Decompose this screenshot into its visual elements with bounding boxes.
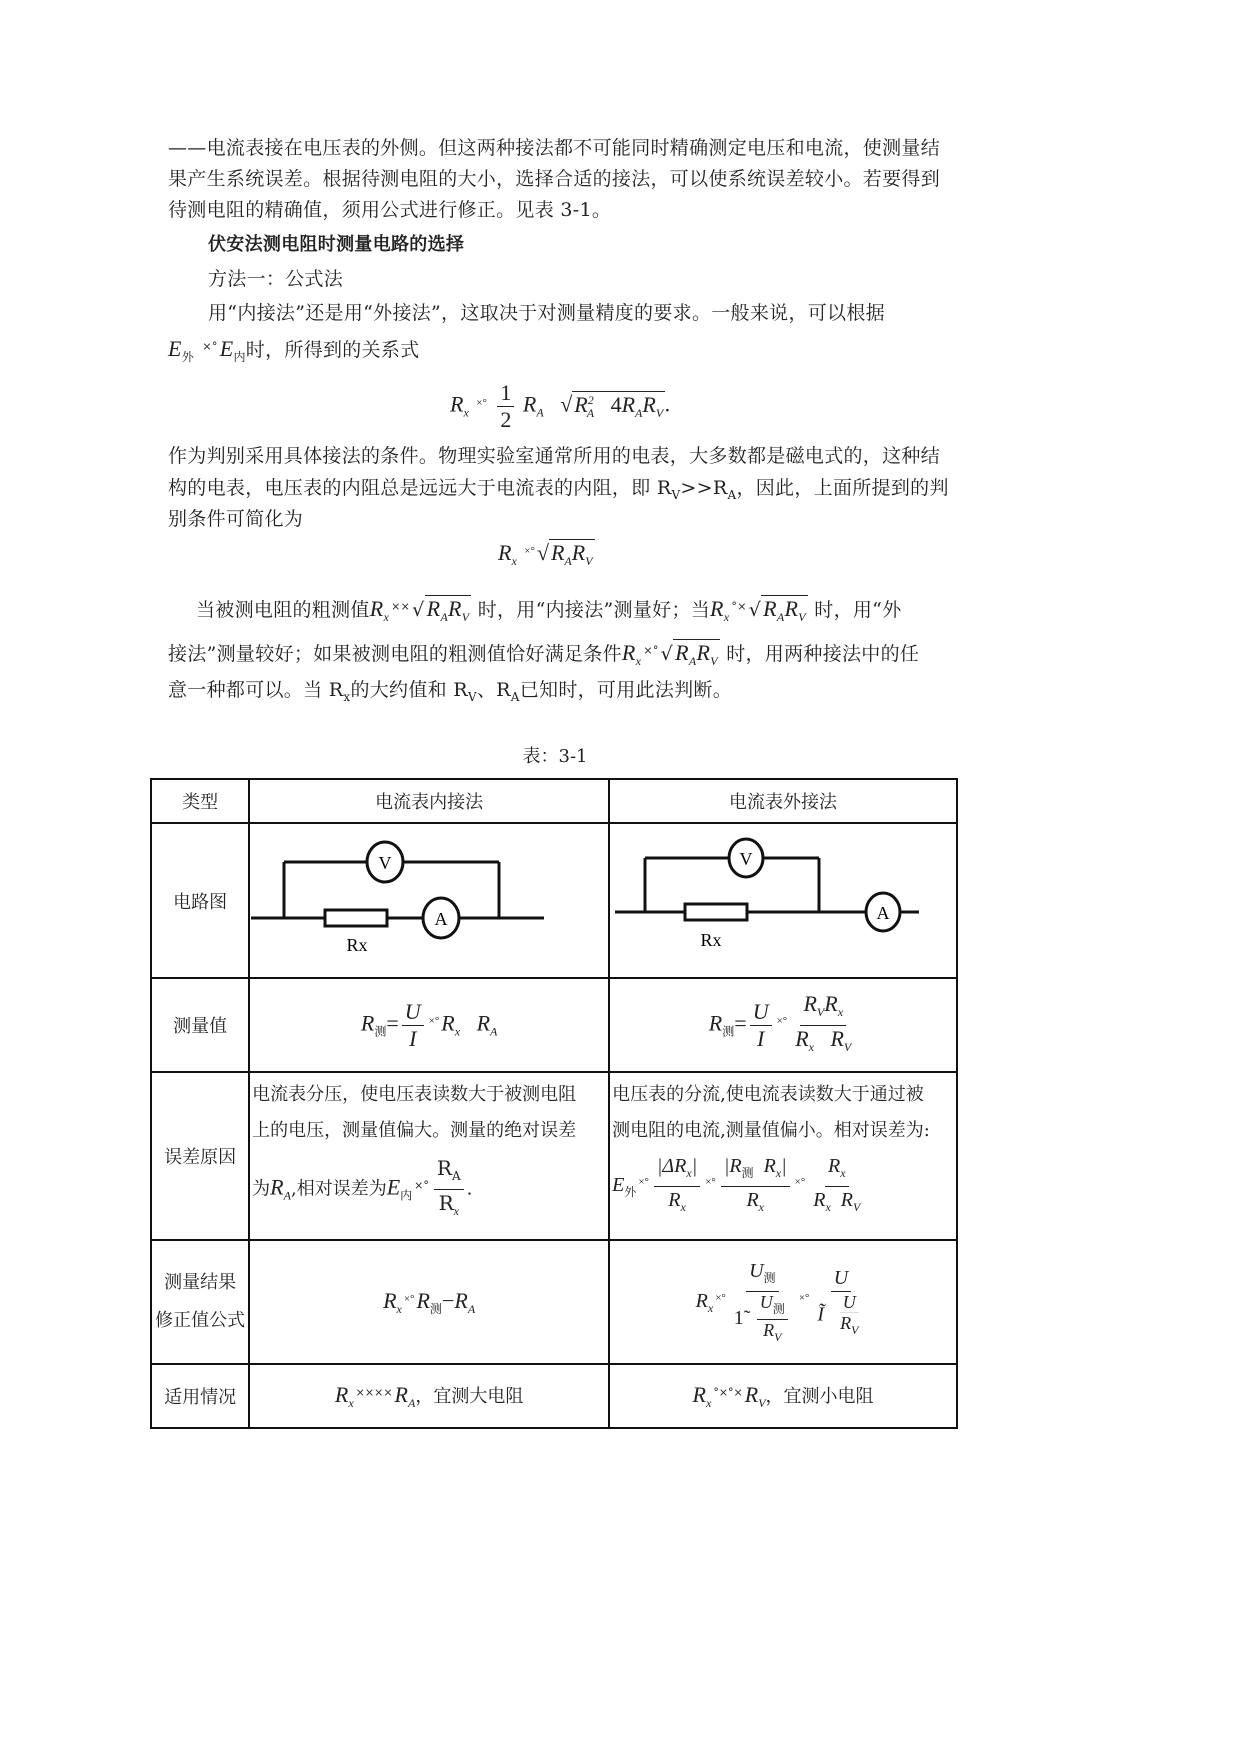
math-symbol: R [708, 1010, 723, 1036]
math-relation: °×°× [713, 1385, 743, 1399]
error-text-line: 电压表的分流,使电流表读数大于通过被 [612, 1084, 924, 1105]
math-symbol: R [840, 1189, 853, 1211]
paragraph-text: 已知时，可用此法判断。 [519, 679, 733, 701]
math-symbol: R [426, 596, 441, 621]
paragraph-line: 果产生系统误差。根据待测电阻的大小，选择合适的接法，可以使系统误差较小。若要得到 [168, 168, 941, 190]
math-sub: V [710, 654, 718, 668]
denominator [731, 1292, 794, 1347]
paragraph-text: 意一种都可以。当 R [168, 679, 344, 701]
math-symbol: R [454, 1287, 468, 1313]
formula-general: $R_x$ ×° $\frac{1}{2}$ $R_A$ $√R^2_A$ $4R_AR_V$. [450, 380, 671, 432]
math-relation: ×° [202, 340, 218, 353]
math-sub: V [671, 488, 681, 502]
math-sub: V [843, 1039, 852, 1054]
paragraph-line [168, 330, 943, 374]
numerator [831, 1265, 851, 1292]
math-sub: V [655, 405, 664, 420]
math-symbol: R [369, 596, 384, 621]
math-symbol: R [438, 1191, 454, 1215]
numerator: $|\Delta R_x|$ [654, 1153, 700, 1187]
numerator [434, 1155, 464, 1190]
math-relation: ×° [798, 1291, 810, 1304]
math-symbol: R [763, 596, 777, 621]
fraction-parallel [792, 991, 854, 1060]
math-symbol: E [168, 336, 182, 361]
numerator [840, 1292, 859, 1313]
math-relation: ×° [638, 1176, 649, 1189]
math-sub: A [440, 610, 448, 624]
math-sub: A [283, 1188, 291, 1203]
math-symbol: R [695, 1289, 708, 1312]
numerator [746, 1258, 778, 1292]
math-sub: 测 [429, 1301, 442, 1316]
math-sub: A [586, 405, 595, 420]
math-symbol: R [441, 1010, 455, 1036]
outer-applicable-cell [609, 1364, 957, 1428]
math-symbol: U [842, 1291, 856, 1312]
comparison-table [150, 778, 958, 1429]
math-sub: x [680, 1200, 686, 1214]
outer-correction-formula [609, 1240, 957, 1364]
math-symbol: R [436, 1156, 452, 1180]
math-relation: ×° [705, 1176, 716, 1189]
math-sub: A [451, 1169, 461, 1183]
math-symbol: U [749, 1259, 764, 1282]
math-sub: x [825, 1200, 831, 1214]
math-symbol: U [759, 1291, 773, 1312]
denominator [743, 1187, 767, 1220]
table-caption: 表：3-1 [522, 746, 588, 767]
denominator: I [756, 1025, 765, 1051]
math-relation: ×° [794, 1176, 806, 1189]
numerator: U [402, 999, 424, 1026]
math-relation: ×° [428, 1015, 440, 1028]
math-symbol: R [574, 391, 588, 417]
paragraph-line: 当被测电阻的粗测值$R_x^{\times\times}$ $√R_AR_V$ 时，用“内接法”测量好；当$R_x^{^\circ\times}$ $√R_AR_V$ 时，用“外 [196, 596, 902, 624]
math-symbol: 1̃ [733, 1306, 744, 1329]
paragraph-text: 接法”测量较好；如果被测电阻的粗测值恰好满足条件 [168, 643, 622, 665]
inner-circuit-diagram [251, 824, 607, 972]
math-symbol: ΔR [662, 1155, 687, 1177]
math-sub: x [453, 1204, 459, 1218]
math-sub: x [343, 690, 351, 704]
sqrt-expression [549, 539, 595, 568]
outer-error-cell [609, 1072, 957, 1240]
row-label-line: 修正值公式 [155, 1310, 246, 1331]
math-symbol: R [840, 1312, 852, 1333]
paragraph-line: 作为判别采用具体接法的条件。物理实验室通常所用的电表，大多数都是磁电式的，这种结 [168, 445, 941, 467]
math-sub: 测 [374, 1024, 387, 1039]
math-sub: 外 [181, 350, 195, 364]
paragraph-text: >>R [680, 477, 728, 499]
denominator: I [409, 1025, 417, 1051]
fraction-u-over-i [750, 999, 772, 1052]
method-label: 方法一：公式法 [208, 268, 344, 290]
math-symbol: R [642, 391, 656, 417]
math-sub: V [852, 1200, 861, 1214]
error-text-line: 测电阻的电流,测量值偏小。相对误差为: [612, 1120, 930, 1141]
math-symbol: R [824, 990, 838, 1016]
fraction-correction-2 [814, 1265, 867, 1340]
paragraph-text: 构的电表，电压表的内阻总是远远大于电流表的内阻，即 R [168, 477, 672, 499]
paragraph-line: 待测电阻的精确值，须用公式进行修正。见表 3-1。 [168, 199, 612, 221]
paragraph-text: 、R [476, 679, 511, 701]
math-sub: x [383, 610, 390, 624]
resistor-rx [685, 904, 747, 920]
math-sub: x [707, 1300, 714, 1315]
math-sub: A [688, 654, 697, 668]
math-sub: V [461, 610, 470, 624]
math-sub: x [463, 405, 469, 420]
math-number: 4 [610, 391, 622, 417]
math-symbol: R [696, 640, 711, 665]
math-sub: A [776, 610, 785, 624]
math-sub: A [564, 554, 572, 568]
math-sub: x [454, 1024, 461, 1039]
paragraph-text: ，因此，上面所提到的判 [736, 477, 949, 499]
math-sub: x [723, 610, 730, 624]
math-symbol: R [763, 1319, 775, 1340]
math-symbol: R [675, 640, 689, 665]
math-symbol: R [383, 1287, 397, 1313]
section-heading: 伏安法测电阻时测量电路的选择 [208, 234, 465, 255]
outer-measured-formula [609, 978, 957, 1072]
math-symbol: R [360, 1010, 375, 1036]
denominator [837, 1313, 861, 1340]
math-relation: ×° [403, 1292, 415, 1305]
paragraph-line: 别条件可简化为 [168, 508, 304, 530]
math-sub: x [837, 1004, 844, 1019]
resistor-label: Rx [346, 935, 368, 955]
math-symbol: R [621, 640, 636, 665]
numerator: U [750, 999, 772, 1026]
math-sub: V [585, 554, 593, 568]
fraction-u-over-rv [757, 1292, 788, 1347]
math-symbol: R [746, 1189, 759, 1211]
inner-correction-formula [249, 1240, 609, 1364]
math-relation: ×° [524, 545, 535, 557]
paragraph-text: 为 [252, 1178, 271, 1200]
math-relation: ×××× [355, 1385, 393, 1399]
math-sub: x [348, 1395, 354, 1410]
error-text-line: 上的电压，测量值偏大。测量的绝对误差 [252, 1120, 577, 1141]
math-sub: x [686, 1166, 692, 1180]
math-symbol: E [386, 1174, 401, 1200]
math-sub: A [727, 488, 737, 502]
math-sub: A [536, 405, 544, 420]
math-symbol: R [813, 1189, 826, 1211]
math-symbol: R [450, 391, 464, 417]
outer-circuit-diagram [611, 824, 955, 972]
math-symbol: U [833, 1266, 849, 1289]
outer-circuit-cell [609, 823, 957, 978]
math-relation: ×° [715, 1291, 726, 1304]
math-symbol: R [668, 1189, 681, 1211]
math-sub: V [851, 1322, 859, 1337]
math-relation: ×° [476, 396, 487, 409]
math-sub: 内 [400, 1188, 413, 1203]
math-symbol: R [416, 1287, 430, 1313]
math-symbol: R [522, 391, 537, 417]
math-symbol: R [830, 1025, 844, 1051]
math-minus: − [441, 1287, 455, 1313]
error-text-line: 电流表分压，使电压表读数大于被测电阻 [252, 1084, 577, 1105]
paragraph-text: 时，用“外 [814, 599, 902, 621]
math-sub: V [816, 1004, 825, 1019]
numerator [825, 1153, 849, 1187]
math-relation: ×× [391, 600, 411, 613]
math-symbol: R [784, 596, 799, 621]
table-row-circuit [151, 823, 957, 978]
math-sub: A [490, 1024, 498, 1039]
fraction-u-over-rv [837, 1292, 861, 1340]
applicable-text: ，宜测小电阻 [765, 1385, 874, 1407]
math-symbol: R [571, 540, 586, 565]
math-sub: V [774, 1329, 782, 1344]
formula-simplified: $R_x$ $^{\times^\circ}√R_AR_V$ [498, 540, 593, 568]
header-inner: 电流表内接法 [249, 779, 609, 823]
denominator [810, 1187, 863, 1220]
row-label-measured: 测量值 [151, 978, 249, 1072]
paragraph-text: 时，用两种接法中的任 [726, 643, 920, 665]
math-symbol: R [744, 1381, 759, 1407]
denominator [760, 1320, 784, 1347]
math-symbol: R [550, 540, 565, 565]
voltmeter-label: V [378, 853, 392, 873]
fraction-half [497, 380, 514, 433]
fraction-rx [810, 1153, 863, 1220]
table-header-row [151, 779, 957, 823]
math-symbol: E [612, 1174, 625, 1197]
math-symbol: R [447, 596, 462, 621]
fraction-ra-over-rx [434, 1155, 464, 1224]
ammeter-label: A [434, 909, 448, 929]
math-sub: 内 [233, 350, 246, 364]
row-label-error: 误差原因 [151, 1072, 249, 1240]
table-row-correction [151, 1240, 957, 1364]
denominator [436, 1190, 462, 1224]
table-row-measured [151, 978, 957, 1072]
math-symbol: R [476, 1010, 491, 1036]
math-period: . [466, 1178, 473, 1200]
sqrt-expression [425, 595, 472, 624]
math-sub: A [408, 1395, 416, 1410]
resistor-label: Rx [700, 930, 722, 950]
row-label-correction [151, 1240, 249, 1364]
numerator: $|R_测$ $R_x|$ [721, 1153, 790, 1187]
math-sub: x [758, 1200, 764, 1214]
math-sub: V [798, 610, 806, 624]
paragraph-line [168, 674, 943, 714]
math-symbol: Ĩ [817, 1303, 825, 1326]
sqrt-expression [572, 391, 665, 420]
math-symbol: R [828, 1155, 841, 1177]
math-sub: 测 [722, 1024, 735, 1039]
math-symbol: R [729, 1155, 742, 1177]
table-row-error [151, 1072, 957, 1240]
paragraph-text: ,相对误差为 [290, 1178, 387, 1200]
math-sub: 外 [624, 1185, 637, 1200]
denominator [792, 1026, 854, 1060]
math-symbol: E [219, 336, 234, 361]
voltmeter-label: V [739, 849, 753, 869]
math-relation: ×° [643, 644, 659, 657]
applicable-text: ，宜测大电阻 [415, 1385, 524, 1407]
math-symbol: R [270, 1174, 284, 1200]
math-sub: x [635, 654, 642, 668]
numerator [800, 991, 846, 1026]
inner-measured-formula [249, 978, 609, 1072]
math-symbol: R [803, 990, 817, 1016]
table-row-applicable [151, 1364, 957, 1428]
math-relation: °× [731, 600, 747, 613]
paragraph-text: 的大约值和 R [350, 679, 468, 701]
math-sub: A [635, 405, 643, 420]
denominator: 2 [500, 407, 512, 432]
fraction-diff [721, 1153, 790, 1220]
row-label-applicable: 适用情况 [151, 1364, 249, 1428]
math-symbol: R [498, 540, 512, 565]
math-sub: A [510, 690, 520, 704]
fraction-delta [654, 1153, 700, 1220]
math-sub: x [705, 1395, 712, 1410]
math-period: . [665, 391, 671, 417]
math-sub: x [511, 554, 517, 568]
math-symbol: R [795, 1025, 809, 1051]
header-type: 类型 [151, 779, 249, 823]
error-text-line [252, 1155, 608, 1224]
sqrt-expression [673, 639, 720, 668]
math-symbol: R [763, 1155, 776, 1177]
numerator [757, 1292, 788, 1320]
header-outer: 电流表外接法 [609, 779, 957, 823]
paragraph-line: 接法”测量较好；如果被测电阻的粗测值恰好满足条件$R_x^{\times^\circ}$ $√R_AR_V$ 时，用两种接法中的任 [168, 640, 920, 668]
fraction-correction-1 [731, 1258, 794, 1347]
math-symbol: R [692, 1381, 706, 1407]
row-label-circuit: 电路图 [151, 823, 249, 978]
paragraph-line: 用“内接法”还是用“外接法”，这取决于对测量精度的要求。一般来说，可以根据 [208, 302, 885, 324]
math-symbol: R [334, 1381, 349, 1407]
numerator: 1 [497, 380, 514, 407]
row-label-line: 测量结果 [164, 1272, 237, 1293]
paragraph-line: ——电流表接在电压表的外侧。但这两种接法都不可能同时精确测定电压和电流，使测量结 [168, 137, 941, 159]
math-sup: 2 [587, 392, 594, 407]
ammeter-label: A [876, 903, 890, 923]
math-relation: ×° [414, 1178, 429, 1192]
math-sub: x [775, 1166, 782, 1180]
math-sub: 测 [772, 1301, 785, 1316]
math-sub: 测 [763, 1270, 776, 1285]
error-formula-outer [612, 1153, 956, 1220]
sqrt-expression [761, 595, 808, 624]
math-symbol: R [710, 596, 724, 621]
math-sub: 测 [741, 1166, 754, 1180]
math-equals: = [734, 1010, 747, 1036]
resistor-rx [325, 910, 387, 926]
math-sub: V [467, 690, 477, 704]
math-relation: ×° [776, 1015, 788, 1028]
math-sub: x [396, 1301, 402, 1316]
math-sub: A [467, 1301, 476, 1316]
paragraph-text: 时，所得到的关系式 [245, 339, 420, 361]
paragraph-text: 时，用“内接法”测量好；当 [477, 599, 711, 621]
math-sub: V [758, 1395, 766, 1410]
math-sub: x [840, 1166, 846, 1180]
inner-applicable-cell [249, 1364, 609, 1428]
math-equals: = [386, 1010, 399, 1036]
paragraph-text: 当被测电阻的粗测值 [196, 599, 370, 621]
inner-error-cell [249, 1072, 609, 1240]
denominator [665, 1187, 689, 1220]
math-symbol: R [394, 1381, 408, 1407]
math-sub: x [808, 1039, 814, 1054]
math-symbol: R [621, 391, 636, 417]
denominator [814, 1292, 867, 1340]
inner-circuit-cell [249, 823, 609, 978]
fraction-u-over-i [402, 999, 424, 1052]
